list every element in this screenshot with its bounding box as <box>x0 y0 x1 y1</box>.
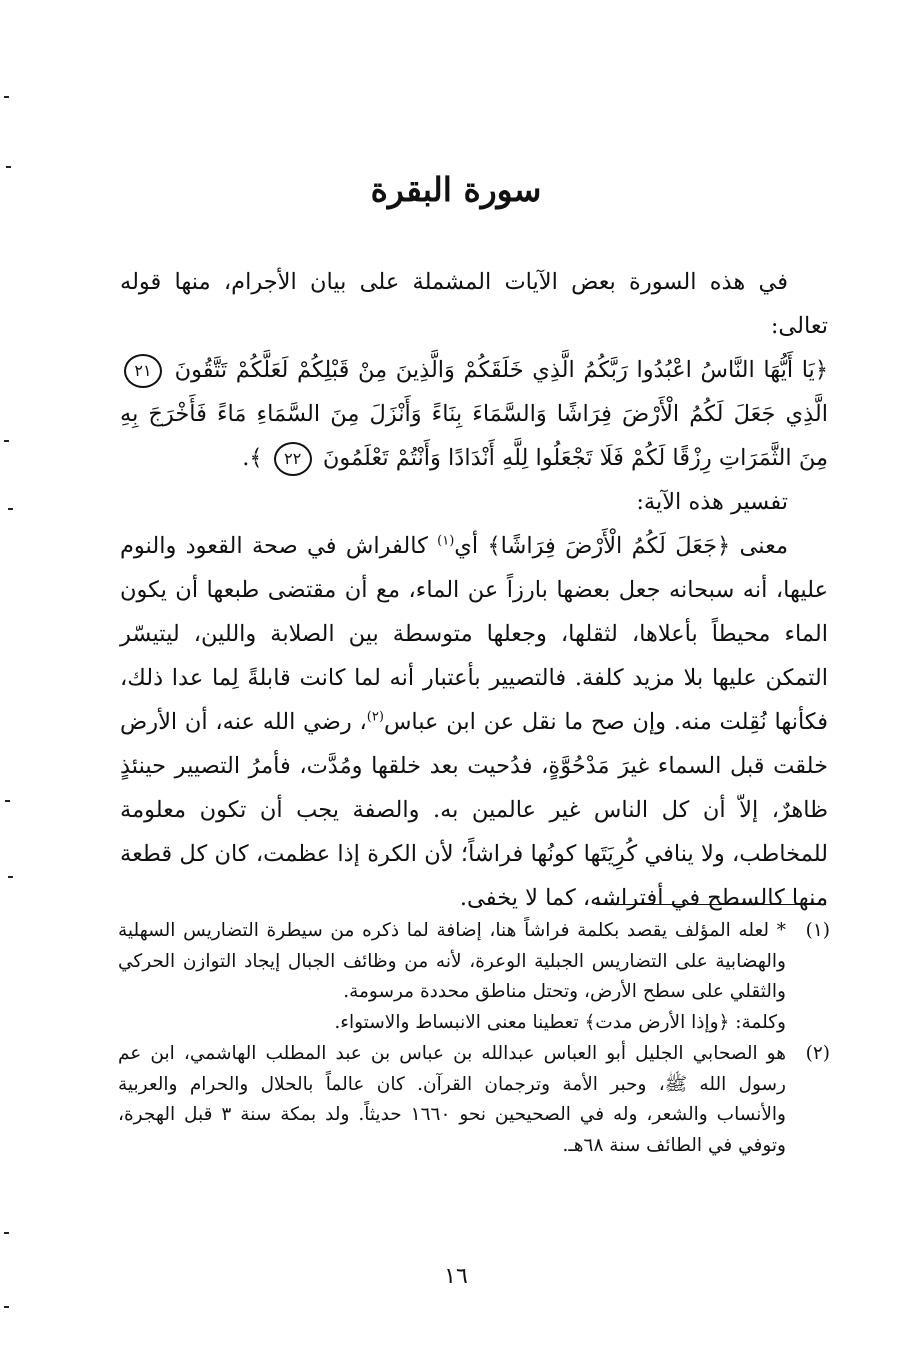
scan-mark <box>8 876 13 878</box>
tafsir-heading: تفسير هذه الآية: <box>636 489 788 515</box>
footnote-ref[interactable]: (١) <box>437 533 455 549</box>
verse-number-marker: ٢١ <box>124 354 162 388</box>
verse-number-marker: ٢٢ <box>274 442 312 476</box>
footnote-number: (١) <box>805 920 830 941</box>
verse-part-1: ﴿يَا أَيُّهَا النَّاسُ اعْبُدُوا رَبَّكُمُ الَّذِي خَلَقَكُمْ وَالَّذِينَ مِنْ قَبْلِكُمْ لَعَلَّكُمْ تَتَّقُونَ <box>174 357 828 383</box>
scan-mark <box>4 1232 9 1234</box>
paragraph-text: كالفراش في صحة القعود والنوم عليها، أنه سبحانه جعل بعضها بارزاً عن الماء، مع أن مقتضى طبعها أن يكون الماء محيطاً بأعلاها، لثقلها، وجعلها متوسطة بين الصلابة واللين، ليتيسّر التمكن عليها بلا مزيد كلفة. فالتصيير بأعتبار أنه لما كانت قابلةً لِما عدا ذلك، فكأنها نُقِلت منه. وإن صح ما نقل عن ابن عباس <box>120 533 828 735</box>
verse-part-2: الَّذِي جَعَلَ لَكُمُ الْأَرْضَ فِرَاشًا وَالسَّمَاءَ بِنَاءً وَأَنْزَلَ مِنَ السَّمَاءِ مَاءً فَأَخْرَجَ بِهِ مِنَ الثَّمَرَاتِ رِزْقًا لَكُمْ فَلَا تَجْعَلُوا لِلَّهِ أَنْدَادًا وَأَنْتُمْ تَعْلَمُونَ <box>120 401 828 471</box>
footnotes <box>118 916 830 1162</box>
main-text <box>120 260 828 920</box>
scan-mark <box>4 440 9 442</box>
footnote-text: وكلمة: ﴿وإذا الأرض مدت﴾ تعطينا معنى الانبساط والاستواء. <box>334 1011 786 1033</box>
scan-mark <box>8 508 13 510</box>
intro-line: في هذه السورة بعض الآيات المشملة على بيان الأجرام، منها قوله تعالى: <box>120 269 828 339</box>
quran-verse <box>120 348 828 480</box>
footnote-text: * لعله المؤلف يقصد بكلمة فراشاً هنا، إضافة لما ذكره من سيطرة التضاريس السهلية والهضابية على التضاريس الجبلية الوعرة، لأنه من وظائف الجبال إيجاد التوازن الحركي والثقلي على سطح الأرض، وتحتل مناطق محددة مرسومة. <box>118 920 786 1002</box>
scan-mark <box>4 96 9 98</box>
scan-mark <box>4 1306 9 1308</box>
footnote-text: هو الصحابي الجليل أبو العباس عبدالله بن عباس بن عبد المطلب الهاشمي، ابن عم رسول الله ﷺ، وحبر الأمة وترجمان القرآن. كان عالماً بالحلال والحرام والعربية والأنساب والشعر، وله في الصحيحين نحو ١٦٦٠ حديثاً. ولد بمكة سنة ٣ قبل الهجرة، وتوفي في الطائف سنة ٦٨هـ. <box>118 1043 786 1156</box>
verse-end: ﴾. <box>242 445 263 471</box>
paragraph-text: ، رضي الله عنه، أن الأرض خلقت قبل السماء غيرَ مَدْحُوَّةٍ، فدُحيت بعد خلقها ومُدَّت، فأمرُ التصيير حينئذٍ ظاهرٌ، إلاّ أن كل الناس غير عالمين به. والصفة يجب أن تكون معلومة للمخاطب، ولا ينافي كُرِيَتَها كونُها فراشاً؛ لأن الكرة إذا عظمت، كان كل قطعة منها كالسطح في أفتراشه، كما لا يخفى. <box>120 709 828 911</box>
footnote-2 <box>118 1039 830 1161</box>
page-title: سورة البقرة <box>370 170 542 209</box>
footnote-ref[interactable]: (٢) <box>366 709 384 725</box>
page-number: ١٦ <box>444 1264 468 1289</box>
footnote-1 <box>118 916 830 1038</box>
footnote-number: (٢) <box>805 1043 830 1064</box>
tafsir-paragraph <box>120 524 828 920</box>
scan-mark <box>5 800 10 802</box>
footnote-divider <box>596 904 826 905</box>
paragraph-text: معنى ﴿جَعَلَ لَكُمُ الْأَرْضَ فِرَاشًا﴾ أي <box>454 533 788 559</box>
